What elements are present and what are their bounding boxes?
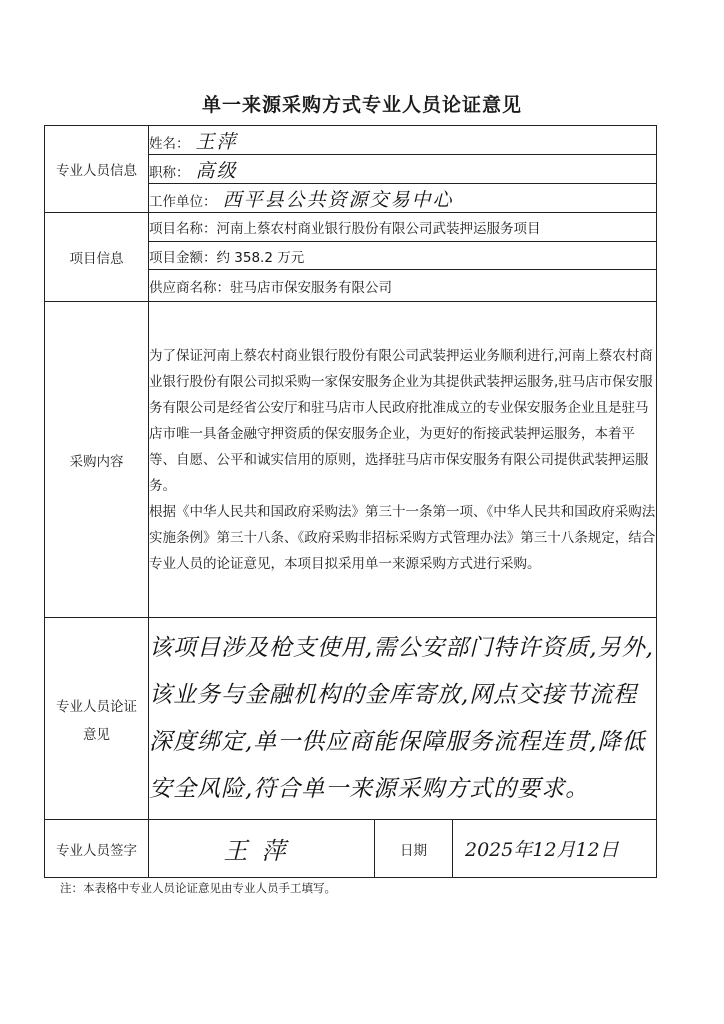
expert-unit-value: 西平县公共资源交易中心 [222,188,454,211]
project-info-label: 项目信息 [45,213,149,302]
procurement-content [149,302,657,618]
expert-title-value: 高级 [195,159,238,182]
project-name-field [149,213,657,242]
supplier-field [149,270,657,302]
opinion-content [149,618,657,820]
project-name-value: 河南上蔡农村商业银行股份有限公司武装押运服务项目 [216,221,541,237]
row-project-name [45,213,657,242]
signature-cell [149,820,375,878]
date-cell [453,820,657,878]
supplier-value: 驻马店市保安服务有限公司 [230,279,392,296]
procurement-paragraph-1: 为了保证河南上蔡农村商业银行股份有限公司武装押运业务顺利进行,河南上蔡农村商业银行股份有限公司拟采购一家保安服务企业为其提供武装押运服务,驻马店市保安服务有限公司是经省公安厅和驻马店市人民政府批准成立的专业保安服务企业且是驻马店市唯一具备金融守押资质的保安服务企业，为更好的衔接武装押运服务，本着平等、自愿、公平和诚实信用的原则，选择驻马店市保安服务有限公司提供武装押运服务。 [149,347,653,494]
expert-name-field [149,126,657,155]
expert-unit-label: 工作单位： [149,193,217,210]
signature-value: 王萍 [223,837,300,865]
expert-name-label: 姓名： [149,135,190,152]
project-amount-field [149,242,657,270]
procurement-label: 采购内容 [45,302,149,618]
row-opinion [45,618,657,820]
footnote: 注：本表格中专业人员论证意见由专业人员手工填写。 [60,881,336,895]
opinion-label [45,618,149,820]
project-amount-label: 项目金额： [149,249,217,266]
expert-name-value: 王萍 [195,130,238,153]
opinion-label-line-2: 意见 [83,726,110,743]
expert-unit-field [149,184,657,213]
project-amount-value: 约 358.2 万元 [216,249,305,266]
row-procurement [45,302,657,618]
opinion-label-line-1: 专业人员论证 [56,698,137,715]
expert-title-field [149,155,657,184]
date-value: 2025年12月12日 [465,839,619,861]
row-signature [45,820,657,878]
expert-info-label: 专业人员信息 [45,126,149,213]
signature-label: 专业人员签字 [45,820,149,878]
opinion-form-table [44,125,657,878]
project-name-label: 项目名称： [149,221,217,237]
form-title: 单一来源采购方式专业人员论证意见 [201,94,522,116]
opinion-handwritten-text: 该项目涉及枪支使用,需公安部门特许资质,另外,该业务与金融机构的金库寄放,网点交接节流程深度绑定,单一供应商能保障服务流程连贯,降低安全风险,符合单一来源采购方式的要求。 [149,634,654,802]
date-label: 日期 [375,820,453,878]
row-expert-name [45,126,657,155]
procurement-paragraph-2: 根据《中华人民共和国政府采购法》第三十一条第一项、《中华人民共和国政府采购法实施条例》第三十八条、《政府采购非招标采购方式管理办法》第三十八条规定，结合专业人员的论证意见，本项目拟采用单一来源采购方式进行采购。 [149,503,656,572]
supplier-label: 供应商名称： [149,279,230,296]
expert-title-label: 职称： [149,164,190,181]
